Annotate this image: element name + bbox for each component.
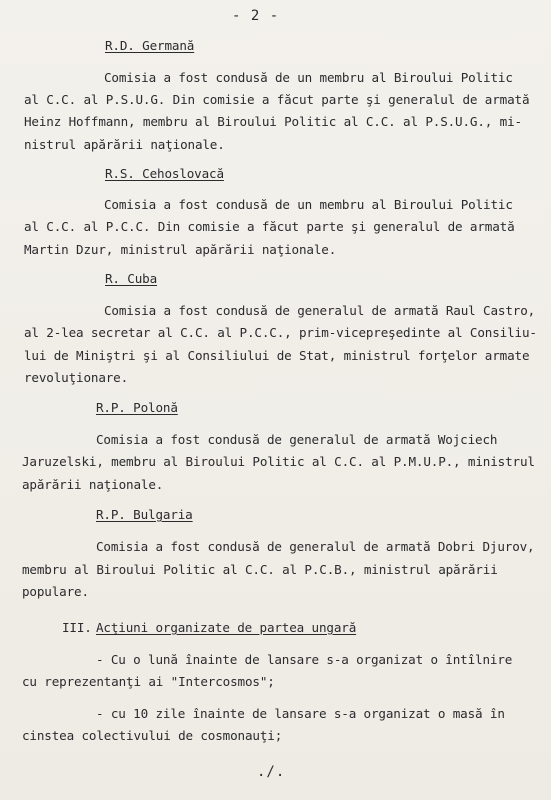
section-heading-actiuni: Acţiuni organizate de partea ungară [96,620,357,635]
paragraph-line: populare. [22,584,89,599]
section-heading-rp-polona: R.P. Polonă [96,400,178,415]
paragraph-line: Comisia a fost condusă de generalul de armată Wojciech [96,432,498,447]
page-number: - 2 - [232,8,280,24]
paragraph-line: Comisia a fost condusă de un membru al Biroului Politic [104,70,513,85]
section-heading-rd-germana: R.D. Germană [105,38,195,53]
paragraph-line: apărării naţionale. [22,477,164,492]
paragraph-line: Comisia a fost condusă de generalul de armată Dobri Djurov, [96,539,535,554]
paragraph-line: al C.C. al P.S.U.G. Din comisie a făcut parte şi generalul de armată [24,92,530,107]
paragraph-line: Jaruzelski, membru al Biroului Politic al C.C. al P.M.U.P., ministrul [22,454,535,469]
paragraph-line: al C.C. al P.C.C. Din comisie a făcut parte şi generalul de armată [24,219,515,234]
paragraph-line: nistrul apărării naţionale. [24,137,225,152]
list-item-line: cinstea colectivului de cosmonauţi; [22,728,283,743]
paragraph-line: al 2-lea secretar al C.C. al P.C.C., prim-vicepreşedinte al Consiliu- [24,325,537,340]
list-item-line: cu reprezentanţi ai "Intercosmos"; [22,674,275,689]
section-numeral: III. [62,620,92,635]
list-item-line: - Cu o lună înainte de lansare s-a organizat o întîlnire [96,652,513,667]
paragraph-line: revoluţionare. [24,370,129,385]
paragraph-line: Comisia a fost condusă de generalul de armată Raul Castro, [104,303,536,318]
paragraph-line: Martin Dzur, ministrul apărării naţionale. [24,242,337,257]
list-item-line: - cu 10 zile înainte de lansare s-a organizat o masă în [96,706,505,721]
paragraph-line: lui de Miniştri şi al Consiliului de Stat, ministrul forţelor armate [24,348,530,363]
paragraph-line: Heinz Hoffmann, membru al Biroului Politic al C.C. al P.S.U.G., mi- [24,114,522,129]
section-heading-r-cuba: R. Cuba [105,271,158,286]
paragraph-line: membru al Biroului Politic al C.C. al P.C.B., ministrul apărării [22,562,498,577]
section-heading-rp-bulgaria: R.P. Bulgaria [96,507,193,522]
continuation-mark: ./. [257,764,286,780]
section-heading-rs-cehoslovaca: R.S. Cehoslovacă [105,166,224,181]
paragraph-line: Comisia a fost condusă de un membru al Biroului Politic [104,197,513,212]
